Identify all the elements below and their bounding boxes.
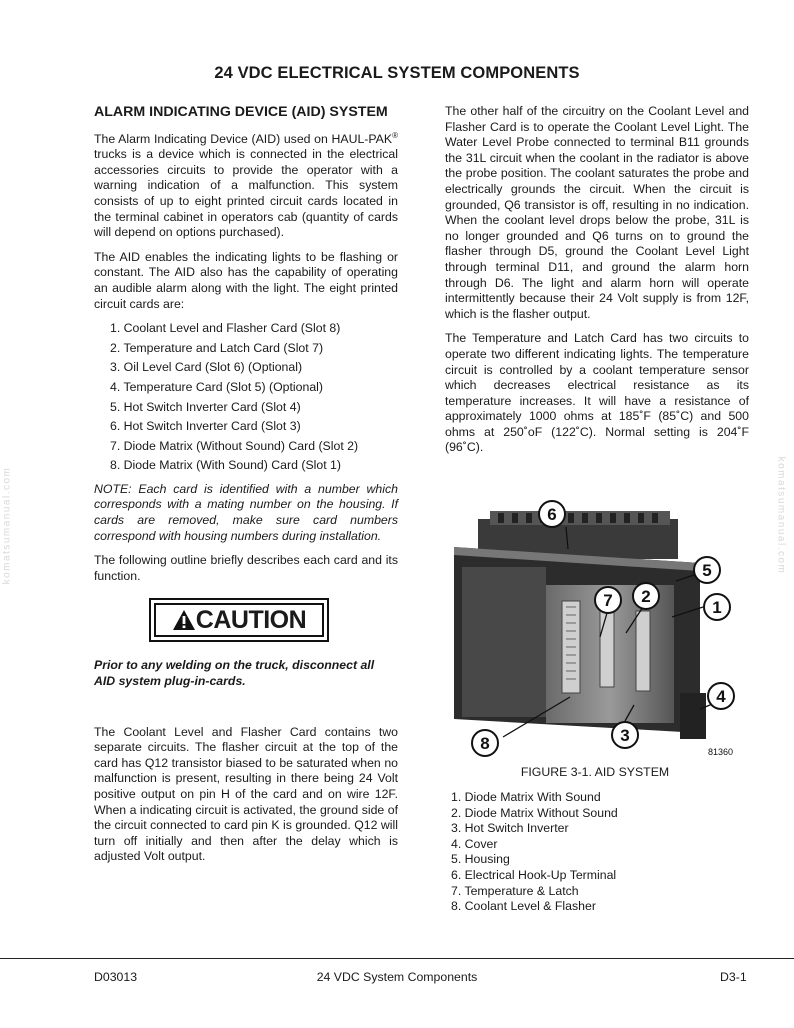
callout-3: 3 (620, 726, 630, 745)
figure-legend (451, 790, 618, 915)
list-item: 3. Hot Switch Inverter (451, 821, 569, 836)
callout-8: 8 (480, 734, 490, 753)
callout-6: 6 (547, 505, 557, 524)
list-item: 2. Diode Matrix Without Sound (451, 805, 618, 820)
list-item: 4. Temperature Card (Slot 5) (Optional) (110, 379, 324, 394)
footer-section: 24 VDC System Components (316, 970, 478, 984)
welding-warning: Prior to any welding on the truck, disconnect all AID system plug-in-cards. (94, 658, 375, 689)
list-item: 5. Housing (451, 852, 510, 867)
registered-mark: ® (392, 130, 398, 140)
list-item: 1. Coolant Level and Flasher Card (Slot 8) (110, 321, 341, 336)
intro-text-start: The Alarm Indicating Device (AID) used on HAUL-PAK (94, 131, 393, 146)
temperature-latch-paragraph: The Temperature and Latch Card has two circuits to operate two different indicating lights. The temperature circuit is controlled by a coolant temperature sensor which decreases electrical resistance as its temperature increases. It will have a resistance of approximately 1000 ohms at 185˚F (85˚C) and 500 ohms at 250˚oF (122˚C). Normal setting is 204˚F (96˚C). (445, 331, 749, 455)
list-item: 3. Oil Level Card (Slot 6) (Optional) (110, 360, 303, 375)
caution-inner-box (154, 603, 324, 637)
footer-divider (0, 958, 794, 959)
list-item: 5. Hot Switch Inverter Card (Slot 4) (110, 399, 301, 414)
coolant-flasher-paragraph: The Coolant Level and Flasher Card contains two separate circuits. The flasher circuit at the top of the card has Q12 transistor biased to be saturated when no malfunction is present, resulting in there being 24 Volt positive output on pin H of the card and on wire 12F. When a indicating circuit is activated, the ground side of the circuit connected to card pin K is grounded. Q12 will turn off initially and then after the delay which is adjusted Volt output. (94, 724, 398, 864)
left-column (94, 104, 398, 874)
callout-4: 4 (716, 687, 726, 706)
callout-2: 2 (641, 587, 651, 606)
warning-triangle-icon (172, 609, 196, 631)
intro-paragraph (94, 128, 398, 241)
list-item: 6. Electrical Hook-Up Terminal (451, 867, 617, 882)
callout-7: 7 (603, 591, 613, 610)
card-list (94, 321, 398, 474)
section-heading: ALARM INDICATING DEVICE (AID) SYSTEM (94, 104, 388, 120)
aid-system-photo (450, 497, 750, 759)
list-item: 4. Cover (451, 836, 498, 851)
footer-page-number: D3-1 (720, 970, 747, 984)
list-item: 7. Temperature & Latch (451, 883, 579, 898)
callout-5: 5 (702, 561, 712, 580)
list-item: 6. Hot Switch Inverter Card (Slot 3) (110, 419, 301, 434)
footer-doc-number: D03013 (94, 970, 138, 984)
right-column (445, 104, 749, 465)
list-item: 7. Diode Matrix (Without Sound) Card (Slot 2) (110, 438, 359, 453)
aid-system-figure (450, 497, 750, 759)
watermark-left: komatsumanual.com (1, 466, 13, 585)
list-item: 8. Coolant Level & Flasher (451, 899, 596, 914)
list-item: 8. Diode Matrix (With Sound) Card (Slot 1) (110, 458, 341, 473)
watermark-right: komatsumanual.com (775, 456, 787, 575)
note-paragraph: NOTE: Each card is identified with a number which corresponds with a mating number on the housing. If cards are removed, make sure card numbers correspond with housing numbers during installation. (94, 481, 398, 543)
figure-caption: FIGURE 3-1. AID SYSTEM (520, 765, 670, 779)
caution-box (149, 598, 329, 642)
callout-1: 1 (712, 598, 722, 617)
figure-part-number: 81360 (708, 747, 734, 757)
page-title: 24 VDC ELECTRICAL SYSTEM COMPONENTS (214, 64, 580, 82)
outline-paragraph: The following outline briefly describes each card and its function. (94, 553, 398, 583)
list-item: 2. Temperature and Latch Card (Slot 7) (110, 340, 324, 355)
caution-label: CAUTION (195, 605, 307, 634)
aid-capability-paragraph: The AID enables the indicating lights to be flashing or constant. The AID also has the capability of operating an audible alarm along with the light. The eight printed circuit cards are: (94, 249, 398, 311)
coolant-level-paragraph: The other half of the circuitry on the Coolant Level and Flasher Card is to operate the Coolant Level Light. The Water Level Probe connected to terminal B11 grounds the 31L circuit when the coolant in the radiator is above the probe position. The coolant saturates the probe and electrically grounds the circuit. When the circuit is grounded, Q6 transistor is off, resulting in no indication. When the coolant level drops below the probe, 31L is no longer grounded and Q6 turns on to ground the flasher through D5, ground the Coolant Level Light through terminal D11, and ground the alarm horn through D6. The light and alarm horn will operate intermittently because their 24 Volt supply is from 12F, which is the flasher output. (445, 104, 749, 321)
list-item: 1. Diode Matrix With Sound (451, 790, 601, 804)
intro-text-end: trucks is a device which is connected in the electrical accessories circuits to provide the operator with a warning indication of a malfunction. This system consists of up to eight printed circuit cards located in the terminal cabinet in operators cab (quantity of cards will depend on options purchased). (94, 147, 398, 240)
